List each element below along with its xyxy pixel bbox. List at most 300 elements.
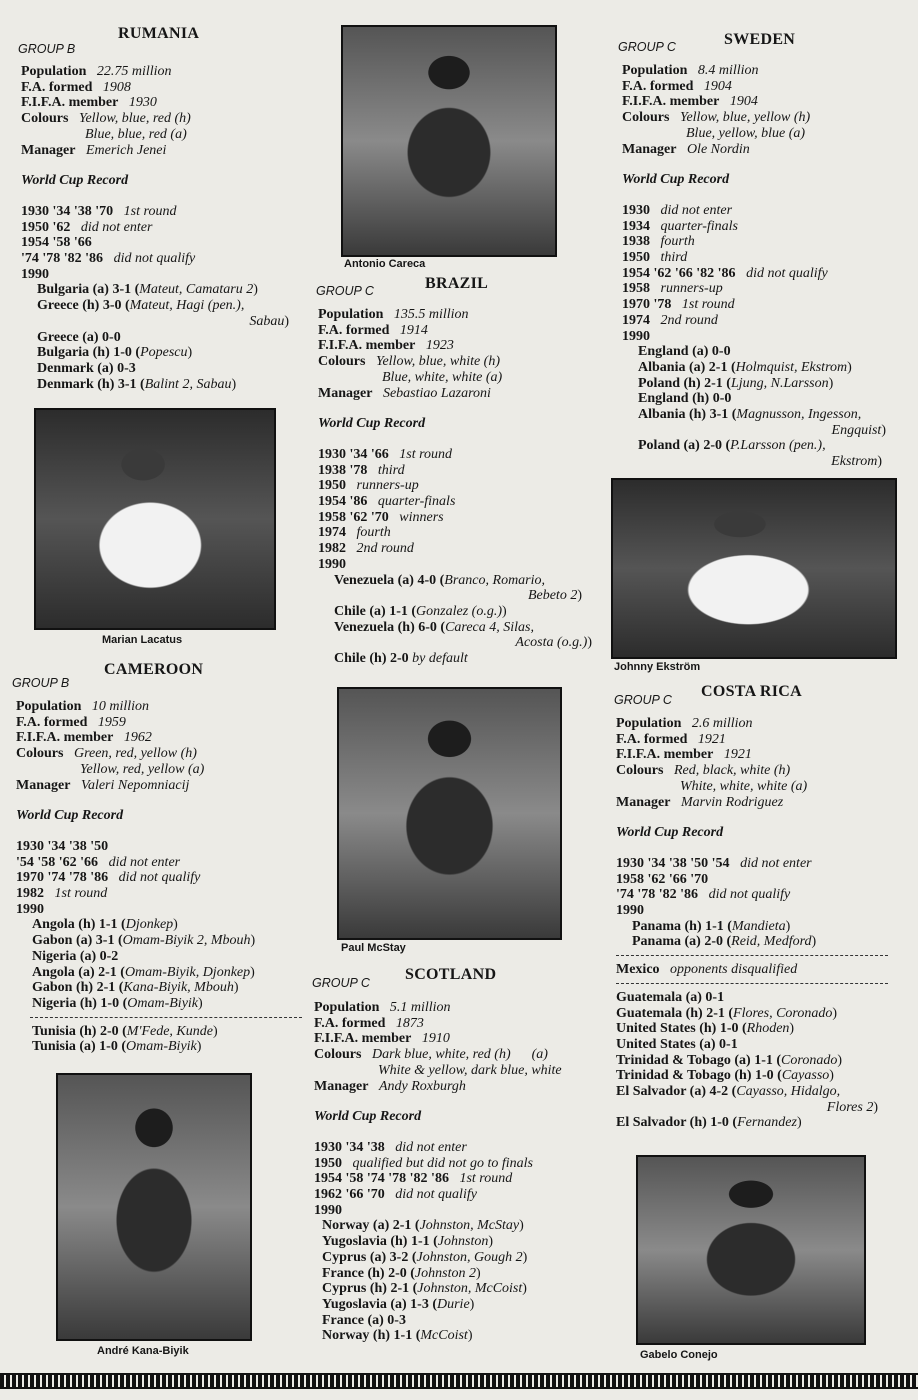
rumania-title: RUMANIA: [118, 25, 200, 42]
match-score: Bulgaria (a) 3-1 (: [37, 282, 140, 298]
record-years: 1930 '34 '38 '50: [16, 838, 109, 854]
colours-home: Red, black, white (h): [673, 763, 791, 779]
match-row: [616, 1021, 906, 1037]
record-years: '74 '78 '82 '86: [21, 251, 104, 267]
match-scorers: Mandieta: [731, 918, 786, 934]
fifa-value: 1923: [425, 338, 454, 354]
match-scorers: Mateut, Hagi (pen.),: [129, 298, 245, 314]
population-label: Population: [314, 1000, 380, 1015]
manager-label: Manager: [622, 141, 677, 157]
record-result: 2nd round: [356, 541, 414, 557]
record-result: qualified but did not go to finals: [352, 1155, 533, 1171]
fa-label: F.A. formed: [16, 714, 88, 730]
match-scorers: Rhoden: [746, 1021, 790, 1037]
match-scorers: Omam-Biyik: [126, 1039, 197, 1055]
match-paren: ): [796, 1115, 802, 1131]
fifa-label: F.I.F.A. member: [21, 95, 119, 111]
fifa-label: F.I.F.A. member: [314, 1031, 412, 1047]
match-scorers: Engquist: [831, 422, 882, 438]
match-paren: ): [828, 375, 834, 391]
record-result: 1st round: [54, 886, 108, 902]
record-years: 1930: [622, 202, 650, 218]
match-paren: ): [488, 1234, 494, 1250]
match-scorers: Ekstrom: [831, 454, 878, 470]
record-years: 1954 '86: [318, 494, 368, 510]
cameroon-profile: [16, 699, 306, 1055]
match-scorers: Balint 2, Sabau: [144, 376, 232, 392]
population-value: 135.5 million: [393, 307, 469, 322]
match-row-cont: [616, 1100, 878, 1116]
match-score: Cyprus (a) 3-2 (: [322, 1249, 417, 1265]
match-row: [318, 620, 608, 636]
match-row: [616, 1068, 906, 1084]
match-row: [16, 1024, 306, 1040]
population-label: Population: [318, 307, 384, 322]
match-scorers: Coronado: [781, 1052, 838, 1068]
match-paren: ): [250, 933, 256, 949]
player-photo-andre-kana-biyik: [56, 1073, 252, 1341]
match-row: [314, 1297, 604, 1313]
match-row: [21, 377, 311, 393]
colours-label: Colours: [16, 746, 64, 762]
player-photo-marian-lacatus: [34, 408, 276, 630]
match-score: Trinidad & Tobago (h) 1-0 (: [616, 1068, 782, 1084]
record-years: 1930 '34 '38 '70: [21, 203, 114, 219]
record-years: 1930 '34 '38: [314, 1139, 385, 1155]
match-score: Tunisia (h) 2-0 (: [32, 1023, 127, 1039]
manager-value: Andy Roxburgh: [378, 1078, 466, 1094]
match-score: England (a) 0-0: [638, 344, 731, 360]
match-row-cont: [622, 454, 882, 470]
record-result: 1st round: [123, 203, 177, 219]
record-years: 1982: [318, 541, 346, 557]
match-paren: ): [233, 980, 239, 996]
match-scorers: Holmquist, Ekstrom: [735, 359, 848, 375]
photo-caption: Paul McStay: [341, 942, 406, 954]
match-scorers: Johnston, McStay: [419, 1218, 520, 1234]
match-score: El Salvador (h) 1-0 (: [616, 1115, 738, 1131]
brazil-title: BRAZIL: [425, 275, 489, 292]
match-score: Nigeria (a) 0-2: [32, 948, 119, 964]
match-score: United States (h) 1-0 (: [616, 1021, 747, 1037]
match-score: Cyprus (h) 2-1 (: [322, 1281, 418, 1297]
record-years: 1974: [318, 525, 346, 541]
record-years: 1930 '34 '38 '50 '54: [616, 855, 730, 871]
rumania-profile: [21, 64, 311, 392]
manager-label: Manager: [616, 794, 671, 810]
record-result: third: [660, 250, 688, 266]
record-result: quarter-finals: [377, 494, 456, 510]
match-scorers: Johnston 2: [414, 1265, 476, 1281]
colours-label: Colours: [616, 763, 664, 779]
match-scorers: P.Larsson (pen.),: [730, 438, 826, 454]
qualifying-year: 1990: [314, 1202, 342, 1218]
match-row: [21, 298, 311, 314]
match-paren: ): [832, 1005, 838, 1021]
match-paren: ): [587, 635, 592, 651]
match-scorers: Flores 2: [826, 1099, 874, 1115]
match-row: [318, 604, 608, 620]
record-years: 1958 '62 '66 '70: [616, 871, 709, 887]
match-score: Gabon (h) 2-1 (: [32, 980, 124, 996]
match-row: [16, 933, 306, 949]
fa-value: 1921: [697, 731, 726, 747]
record-result: did not enter: [108, 854, 181, 870]
fa-value: 1914: [399, 322, 428, 338]
match-scorers: by default: [412, 651, 468, 667]
record-years: 1954 '58 '66: [21, 235, 92, 251]
manager-label: Manager: [16, 777, 71, 793]
colours-home: Green, red, yellow (h): [73, 746, 197, 762]
match-score: Panama (h) 1-1 (: [632, 918, 732, 934]
match-row: [314, 1218, 604, 1234]
world-cup-record-heading: World Cup Record: [622, 172, 730, 188]
colours-home: Yellow, blue, white (h): [375, 354, 501, 370]
brazil-profile: [318, 307, 608, 667]
match-score: England (h) 0-0: [638, 391, 732, 407]
world-cup-record-heading: World Cup Record: [16, 808, 124, 824]
record-result: did not qualify: [113, 251, 196, 267]
record-result: did not enter: [740, 855, 812, 871]
match-scorers: Fernandez: [737, 1115, 797, 1131]
match-row: [318, 651, 608, 667]
match-paren: ): [198, 995, 203, 1011]
record-result: fourth: [356, 525, 391, 541]
match-score: Denmark (h) 3-1 (: [37, 376, 145, 392]
match-row: [622, 438, 912, 454]
manager-value: Valeri Nepomniacij: [80, 777, 190, 793]
match-row-cont: [318, 635, 592, 651]
match-score: Angola (a) 2-1 (: [32, 964, 125, 980]
match-paren: ): [829, 1068, 834, 1084]
fa-label: F.A. formed: [21, 79, 93, 95]
decorative-footer-stripe: [0, 1373, 918, 1389]
match-row: [616, 1006, 906, 1022]
match-scorers: Ljung, N.Larsson: [730, 375, 829, 391]
match-paren: ): [837, 1052, 842, 1068]
record-result: 1st round: [459, 1171, 513, 1187]
match-score: Guatemala (a) 0-1: [616, 989, 725, 1005]
record-years: 1950 '62: [21, 219, 71, 235]
match-paren: ): [811, 934, 817, 950]
match-scorers: Johnston, McCoist: [417, 1281, 523, 1297]
photo-caption: Gabelo Conejo: [640, 1349, 718, 1361]
world-cup-record-heading: World Cup Record: [616, 825, 724, 841]
fa-label: F.A. formed: [616, 731, 688, 747]
manager-value: Emerich Jenei: [85, 142, 167, 158]
scotland-profile: [314, 1000, 604, 1344]
match-paren: ): [284, 313, 289, 329]
qualifying-year: 1990: [616, 903, 644, 919]
manager-value: Ole Nordin: [686, 141, 750, 157]
match-scorers: Mateut, Camataru 2: [139, 282, 254, 298]
match-score: Norway (h) 1-1 (: [322, 1328, 421, 1344]
qualifying-year: 1990: [16, 901, 44, 917]
colours-label: Colours: [314, 1047, 362, 1063]
match-scorers: Magnusson, Ingesson,: [736, 407, 862, 423]
record-years: 1970 '74 '78 '86: [16, 870, 109, 886]
match-scorers: Gonzalez (o.g.): [416, 603, 502, 619]
section-divider: [616, 983, 888, 984]
match-row: [616, 990, 906, 1006]
match-score: Guatemala (h) 2-1 (: [616, 1005, 734, 1021]
photo-caption: Antonio Careca: [344, 258, 426, 270]
match-score: El Salvador (a) 4-2 (: [616, 1084, 737, 1100]
match-row: [314, 1313, 604, 1329]
colours-home: Yellow, blue, yellow (h): [679, 110, 811, 126]
fifa-value: 1930: [128, 95, 157, 111]
match-row: [16, 917, 306, 933]
record-years: 1950: [318, 478, 346, 494]
record-result: quarter-finals: [660, 218, 738, 234]
match-score: Greece (a) 0-0: [37, 329, 121, 345]
match-scorers: McCoist: [420, 1328, 468, 1344]
world-cup-record-heading: World Cup Record: [318, 416, 426, 432]
record-result: did not enter: [395, 1139, 467, 1155]
colours-away: White & yellow, dark blue, white: [378, 1062, 562, 1078]
match-row: [314, 1250, 604, 1266]
population-label: Population: [16, 699, 82, 714]
match-scorers: Djonkep: [125, 917, 174, 933]
match-scorers: Omam-Biyik 2, Mbouh: [122, 933, 251, 949]
record-years: 1954 '58 '74 '78 '82 '86: [314, 1171, 449, 1187]
colours-home: Yellow, blue, red (h): [78, 111, 191, 127]
player-photo-johnny-ekstrom: [611, 478, 897, 659]
sweden-title: SWEDEN: [724, 31, 796, 48]
population-value: 10 million: [91, 699, 150, 714]
match-score: Poland (a) 2-0 (: [638, 438, 731, 454]
match-scorers: Acosta (o.g.): [515, 635, 588, 651]
match-score: Denmark (a) 0-3: [37, 360, 136, 376]
match-scorers: Branco, Romario,: [444, 572, 546, 588]
sweden-profile: [622, 63, 912, 470]
match-score: Angola (h) 1-1 (: [32, 917, 126, 933]
record-years: 1934: [622, 218, 650, 234]
match-score: Trinidad & Tobago (a) 1-1 (: [616, 1052, 782, 1068]
cameroon-group: GROUP B: [12, 676, 70, 690]
record-result: runners-up: [660, 281, 723, 297]
fifa-label: F.I.F.A. member: [16, 730, 114, 746]
match-row-cont: [622, 423, 886, 439]
world-cup-record-heading: World Cup Record: [21, 173, 129, 189]
match-row-cont: [21, 314, 289, 330]
record-years: 1930 '34 '66: [318, 446, 389, 462]
match-scorers: opponents disqualified: [670, 962, 798, 978]
match-score: Panama (a) 2-0 (: [632, 934, 732, 950]
qualifying-year: 1990: [622, 328, 650, 344]
fa-value: 1908: [102, 79, 131, 95]
section-divider: [30, 1017, 302, 1018]
section-divider: [616, 955, 888, 956]
match-paren: ): [212, 1023, 218, 1039]
match-row: [616, 1115, 906, 1131]
match-row: [616, 934, 906, 950]
match-scorers: Careca 4, Silas,: [445, 619, 534, 635]
photo-caption: Marian Lacatus: [102, 634, 183, 646]
match-score: Nigeria (h) 1-0 (: [32, 995, 128, 1011]
colours-label: Colours: [318, 354, 366, 370]
match-score: Chile (h) 2-0: [334, 651, 409, 667]
match-paren: ): [847, 359, 852, 375]
match-paren: ): [173, 917, 178, 933]
match-score: Tunisia (a) 1-0 (: [32, 1039, 127, 1055]
match-row: [21, 361, 311, 377]
manager-value: Sebastiao Lazaroni: [382, 385, 491, 401]
match-paren: ): [475, 1265, 481, 1281]
match-paren: ): [522, 1249, 528, 1265]
record-result: did not enter: [660, 202, 733, 218]
fa-label: F.A. formed: [314, 1015, 386, 1031]
fifa-value: 1910: [421, 1031, 450, 1047]
match-row: [21, 282, 311, 298]
record-years: '54 '58 '62 '66: [16, 854, 99, 870]
record-years: 1962 '66 '70: [314, 1187, 385, 1203]
match-scorers: Popescu: [140, 345, 188, 361]
match-score: Gabon (a) 3-1 (: [32, 933, 123, 949]
qualifying-year: 1990: [21, 266, 49, 282]
match-row: [318, 573, 608, 589]
colours-away: Yellow, red, yellow (a): [80, 761, 205, 777]
fa-label: F.A. formed: [318, 322, 390, 338]
match-score: France (a) 0-3: [322, 1312, 406, 1328]
match-row: [616, 1053, 906, 1069]
colours-away: Blue, yellow, blue (a): [686, 125, 806, 141]
match-score: Yugoslavia (h) 1-1 (: [322, 1234, 438, 1250]
match-score: Greece (h) 3-0 (: [37, 298, 130, 314]
rumania-group: GROUP B: [18, 42, 76, 56]
match-row: [16, 980, 306, 996]
manager-label: Manager: [314, 1078, 369, 1094]
match-scorers: Cayasso, Hidalgo,: [736, 1084, 841, 1100]
record-years: 1954 '62 '66 '82 '86: [622, 265, 736, 281]
photo-caption: André Kana-Biyik: [97, 1345, 189, 1357]
fa-value: 1959: [97, 714, 126, 730]
match-paren: ): [196, 1039, 202, 1055]
fifa-value: 1921: [723, 747, 752, 763]
match-paren: ): [577, 588, 582, 604]
fifa-label: F.I.F.A. member: [616, 747, 714, 763]
match-paren: ): [877, 454, 882, 470]
match-row: [616, 1084, 906, 1100]
player-photo-gabelo-conejo: [636, 1155, 866, 1345]
player-photo-paul-mcstay: [337, 687, 562, 940]
record-years: '74 '78 '82 '86: [616, 887, 699, 903]
match-score: Yugoslavia (a) 1-3 (: [322, 1296, 437, 1312]
record-years: 1982: [16, 886, 44, 902]
match-score: Bulgaria (h) 1-0 (: [37, 345, 141, 361]
match-scorers: Sabau: [249, 313, 285, 329]
match-scorers: M'Fede, Kunde: [126, 1023, 213, 1039]
match-paren: ): [253, 282, 258, 298]
record-result: 1st round: [681, 297, 735, 313]
record-result: did not enter: [80, 219, 153, 235]
match-row: [616, 919, 906, 935]
colours-away-marker: (a): [531, 1047, 548, 1063]
match-row: [622, 376, 912, 392]
fa-value: 1904: [703, 78, 732, 94]
match-row: [314, 1266, 604, 1282]
population-label: Population: [616, 716, 682, 731]
match-paren: ): [231, 376, 237, 392]
match-score: Venezuela (a) 4-0 (: [334, 572, 445, 588]
match-scorers: Johnston, Gough 2: [416, 1249, 523, 1265]
match-row: [314, 1281, 604, 1297]
match-paren: ): [501, 603, 507, 619]
fifa-label: F.I.F.A. member: [318, 338, 416, 354]
match-paren: ): [469, 1296, 475, 1312]
record-years: 1958: [622, 281, 650, 297]
match-row: [16, 1039, 306, 1055]
match-score: Albania (h) 3-1 (: [638, 407, 737, 423]
manager-label: Manager: [318, 385, 373, 401]
population-value: 8.4 million: [697, 63, 759, 78]
match-scorers: Bebeto 2: [527, 588, 578, 604]
record-years: 1938: [622, 234, 650, 250]
scotland-group: GROUP C: [312, 976, 370, 990]
record-result: winners: [399, 509, 444, 525]
match-row: [622, 360, 912, 376]
costa-rica-title: COSTA RICA: [701, 683, 802, 700]
manager-value: Marvin Rodriguez: [680, 794, 784, 810]
record-result: did not qualify: [708, 887, 791, 903]
record-years: 1950: [622, 250, 650, 266]
match-scorers: Omam-Biyik, Djonkep: [124, 964, 251, 980]
match-scorers: Johnston: [437, 1234, 489, 1250]
match-row: [622, 407, 912, 423]
player-photo-antonio-careca: [341, 25, 557, 257]
match-paren: ): [873, 1099, 878, 1115]
photo-caption: Johnny Ekström: [614, 661, 701, 673]
record-result: 2nd round: [660, 312, 718, 328]
population-label: Population: [21, 64, 87, 79]
sweden-group: GROUP C: [618, 40, 676, 54]
record-result: fourth: [660, 234, 695, 250]
record-years: 1950: [314, 1155, 342, 1171]
match-score: Albania (a) 2-1 (: [638, 359, 736, 375]
population-value: 2.6 million: [691, 716, 753, 731]
match-row-cont: [318, 588, 582, 604]
costa-rica-group: GROUP C: [614, 693, 672, 707]
match-paren: ): [187, 345, 193, 361]
match-score: United States (a) 0-1: [616, 1036, 738, 1052]
match-row: [16, 949, 306, 965]
fifa-label: F.I.F.A. member: [622, 94, 720, 110]
match-paren: ): [522, 1281, 527, 1297]
population-value: 5.1 million: [389, 1000, 451, 1015]
fifa-value: 1904: [729, 94, 758, 110]
match-scorers: Reid, Medford: [731, 934, 812, 950]
match-paren: ): [785, 918, 791, 934]
match-scorers: Kana-Biyik, Mbouh: [123, 980, 234, 996]
match-score: Mexico: [616, 962, 660, 978]
colours-away: White, white, white (a): [680, 778, 808, 794]
fa-label: F.A. formed: [622, 78, 694, 94]
population-label: Population: [622, 63, 688, 78]
costa-rica-profile: [616, 716, 906, 1131]
match-row: [314, 1234, 604, 1250]
match-row: [622, 391, 912, 407]
colours-away: Blue, white, white (a): [382, 369, 503, 385]
match-row: [616, 1037, 906, 1053]
match-scorers: Cayasso: [781, 1068, 830, 1084]
match-row: [314, 1328, 604, 1344]
match-scorers: Durie: [437, 1296, 470, 1312]
fifa-value: 1962: [123, 730, 152, 746]
match-score: Poland (h) 2-1 (: [638, 375, 731, 391]
colours-label: Colours: [21, 111, 69, 127]
match-paren: ): [467, 1328, 473, 1344]
match-paren: ): [881, 422, 886, 438]
